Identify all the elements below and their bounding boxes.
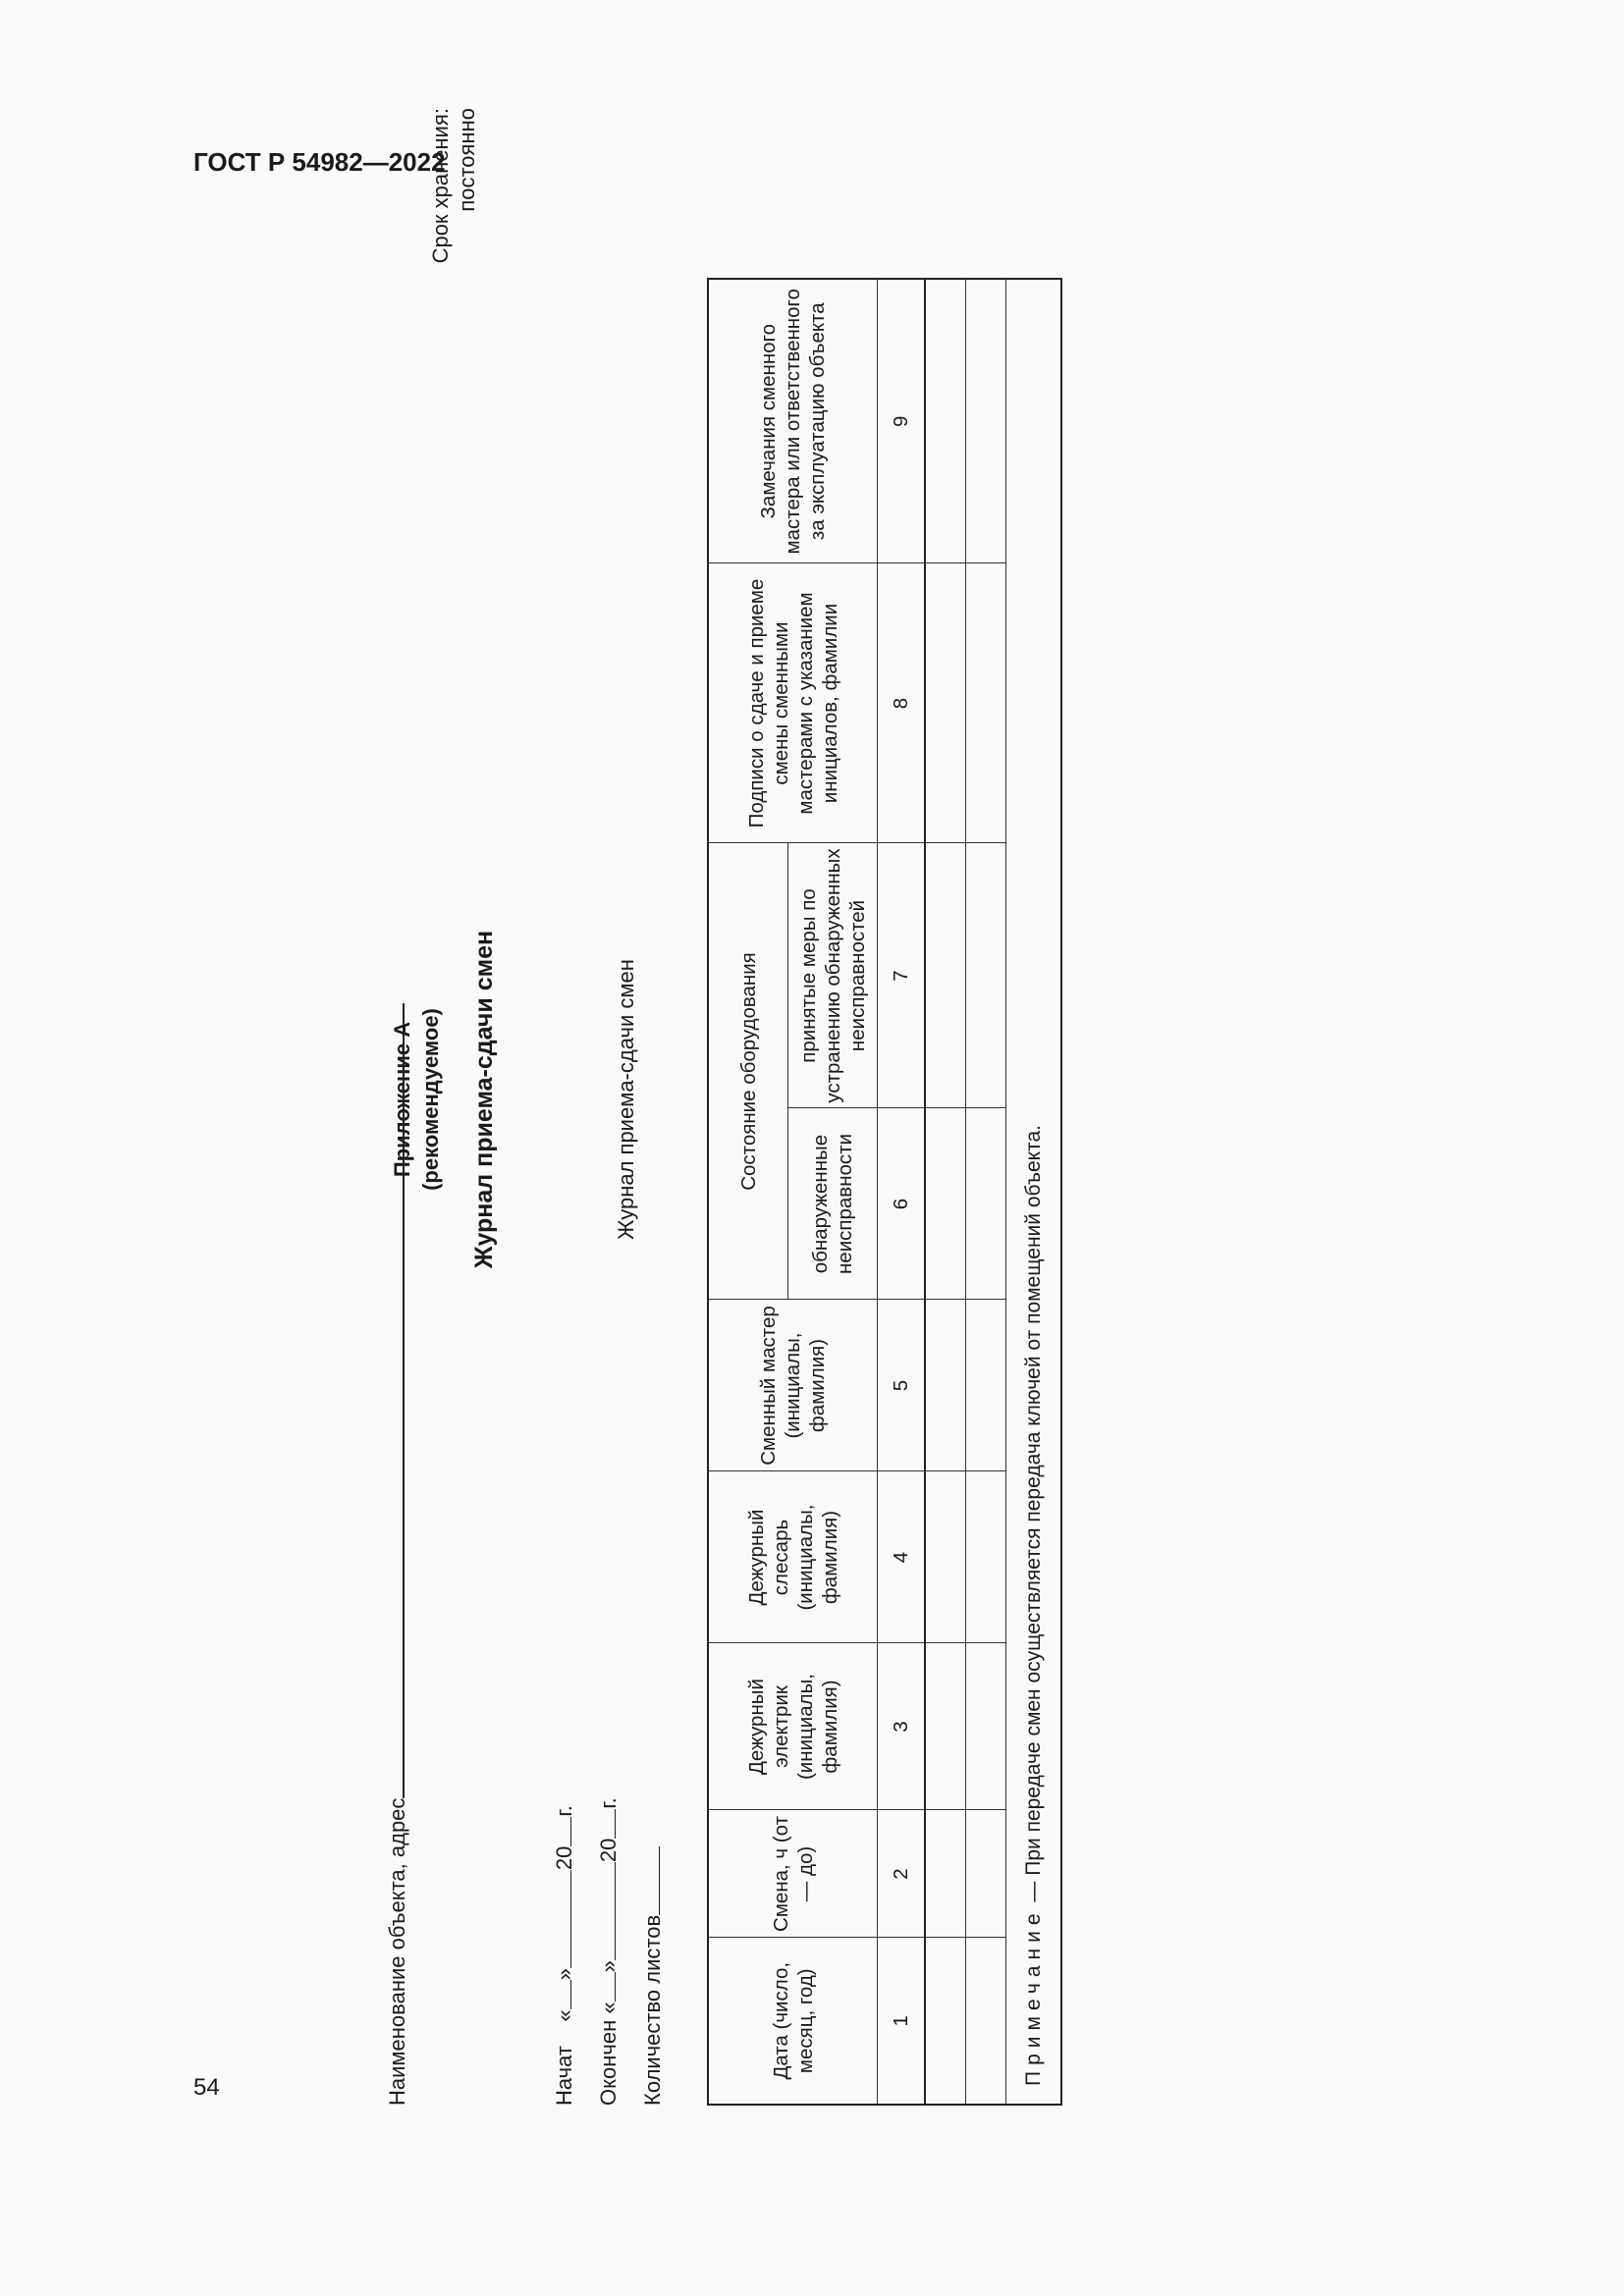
year-prefix: 20 (596, 1838, 621, 1863)
table-cell[interactable] (966, 1938, 1006, 2105)
column-number: 7 (878, 843, 926, 1108)
document-id: ГОСТ Р 54982—2022 (193, 147, 446, 177)
open-quote: « (552, 2009, 576, 2022)
shift-log-table (707, 278, 1062, 2106)
table-cell[interactable] (925, 563, 966, 843)
object-name-blank[interactable] (381, 1003, 405, 1798)
table-cell[interactable] (925, 1108, 966, 1300)
appendix-title: Приложение А (390, 1021, 414, 1178)
close-quote: » (552, 1968, 576, 1981)
retention-value: постоянно (455, 108, 479, 212)
ended-year-blank[interactable] (597, 1809, 616, 1839)
table-note-row (1006, 279, 1062, 2105)
column-number: 8 (878, 563, 926, 843)
appendix-subtitle: (рекомендуемое) (418, 1008, 443, 1191)
column-numbers-row (878, 279, 926, 2105)
table-note (1006, 279, 1062, 2105)
started-month-blank[interactable] (553, 1870, 571, 1968)
column-number: 5 (878, 1300, 926, 1471)
header-mechanic: Дежурный слесарь (инициалы, фамилия) (708, 1471, 878, 1643)
object-name-field (381, 1003, 410, 2106)
table-cell[interactable] (966, 1300, 1006, 1471)
header-equipment-state: Состояние оборудования (708, 843, 788, 1300)
started-day-blank[interactable] (553, 1980, 571, 2009)
sheet-count-blank[interactable] (641, 1846, 660, 1915)
header-date: Дата (число, месяц, год) (708, 1938, 878, 2105)
note-label: Примечание (1022, 1907, 1045, 2086)
started-label: Начат (552, 2046, 576, 2106)
year-prefix: 20 (552, 1845, 576, 1871)
table-cell[interactable] (966, 1810, 1006, 1938)
note-text: — При передаче смен осуществляется передача ключей от помещений объекта. (1022, 1125, 1045, 1908)
table-cell[interactable] (966, 843, 1006, 1108)
header-measures-taken: принятые меры по устранению обнаруженных неисправностей (788, 843, 878, 1108)
table-cell[interactable] (925, 1643, 966, 1810)
sheet-count-field (640, 1846, 666, 2106)
table-cell[interactable] (966, 1643, 1006, 1810)
ended-label: Окончен (596, 2019, 621, 2106)
table-cell[interactable] (925, 1471, 966, 1643)
sheet-count-label: Количество листов (640, 1914, 665, 2106)
page-number: 54 (193, 2074, 220, 2101)
table-row (966, 279, 1006, 2105)
started-field (552, 1805, 577, 2106)
column-number: 1 (878, 1938, 926, 2105)
close-quote: » (596, 1960, 621, 1973)
table-cell[interactable] (966, 563, 1006, 843)
column-number: 3 (878, 1643, 926, 1810)
table-cell[interactable] (925, 843, 966, 1108)
retention-label: Срок хранения: (428, 108, 453, 264)
ended-field (596, 1797, 622, 2106)
column-number: 4 (878, 1471, 926, 1643)
ended-day-blank[interactable] (597, 1972, 616, 2002)
year-suffix: г. (596, 1797, 621, 1809)
table-cell[interactable] (925, 1938, 966, 2105)
table-cell[interactable] (966, 1108, 1006, 1300)
journal-subtitle: Журнал приема-сдачи смен (614, 959, 638, 1240)
table-row (925, 279, 966, 2105)
rotated-form (368, 93, 1252, 2106)
table-cell[interactable] (925, 1810, 966, 1938)
ended-month-blank[interactable] (597, 1862, 616, 1960)
object-name-label: Наименование объекта, адрес (385, 1797, 409, 2106)
column-number: 9 (878, 279, 926, 563)
open-quote: « (596, 2002, 621, 2014)
table-cell[interactable] (966, 279, 1006, 563)
column-number: 2 (878, 1810, 926, 1938)
header-electrician: Дежурный электрик (инициалы, фамилия) (708, 1643, 878, 1810)
column-number: 6 (878, 1108, 926, 1300)
table-cell[interactable] (925, 279, 966, 563)
started-year-blank[interactable] (553, 1817, 571, 1846)
table-cell[interactable] (925, 1300, 966, 1471)
header-faults-found: обнаруженные неисправности (788, 1108, 878, 1300)
header-shift-master: Сменный мастер (инициалы, фамилия) (708, 1300, 878, 1471)
table-cell[interactable] (966, 1471, 1006, 1643)
header-shift: Смена, ч (от — до) (708, 1810, 878, 1938)
journal-title: Журнал приема-сдачи смен (470, 930, 498, 1269)
header-signatures: Подписи о сдаче и приеме смены сменными мастерами с указанием инициалов, фамилии (708, 563, 878, 843)
header-remarks: Замечания сменного мастера или ответственного за эксплуатацию объекта (708, 279, 878, 563)
year-suffix: г. (552, 1805, 576, 1817)
